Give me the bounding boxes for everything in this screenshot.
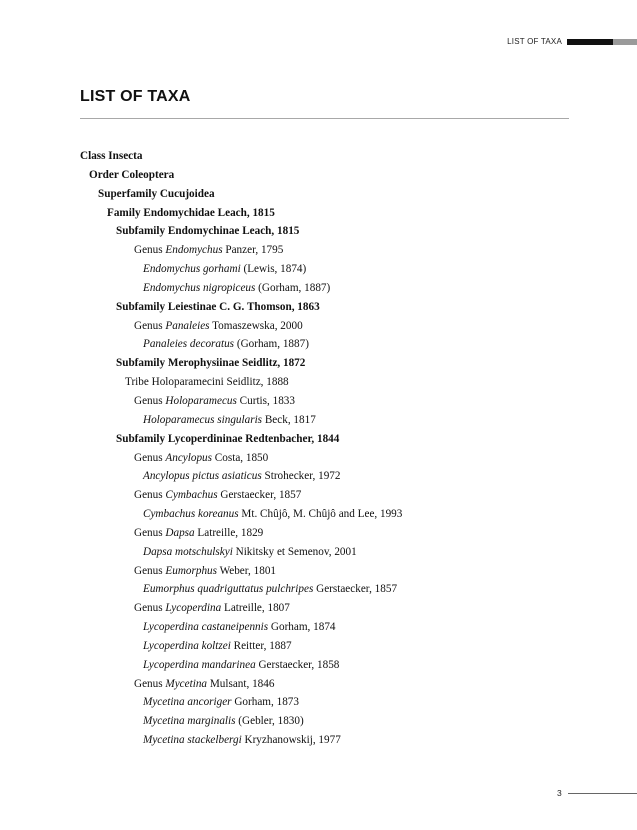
taxon-genus: Genus Mycetina Mulsant, 1846	[134, 677, 275, 690]
taxon-genus: Genus Cymbachus Gerstaecker, 1857	[134, 489, 302, 502]
page-footer	[0, 788, 637, 800]
taxon-subfamily: Subfamily Endomychinae Leach, 1815	[116, 225, 300, 238]
taxa-list	[80, 147, 402, 750]
genus-name: Holoparamecus	[165, 394, 237, 407]
taxon-species: Mycetina marginalis (Gebler, 1830)	[143, 715, 304, 728]
title-divider	[80, 118, 569, 119]
species-name: Endomychus gorhami	[143, 263, 241, 276]
taxon-species: Lycoperdina mandarinea Gerstaecker, 1858	[143, 658, 340, 671]
taxon-species: Ancylopus pictus asiaticus Strohecker, 1972	[143, 470, 341, 483]
genus-name: Endomychus	[165, 244, 223, 257]
taxon-species: Dapsa motschulskyi Nikitsky et Semenov, 2001	[143, 545, 357, 558]
taxon-order: Order Coleoptera	[89, 168, 175, 181]
footer-rule	[568, 793, 637, 794]
species-name: Mycetina marginalis	[143, 715, 236, 728]
header-bar-dark	[567, 39, 613, 45]
taxon-genus: Genus Holoparamecus Curtis, 1833	[134, 394, 295, 407]
species-name: Mycetina stackelbergi	[143, 734, 242, 747]
taxon-tribe: Tribe Holoparamecini Seidlitz, 1888	[125, 376, 289, 389]
taxon-subfamily: Subfamily Merophysiinae Seidlitz, 1872	[116, 357, 306, 370]
taxon-superfamily: Superfamily Cucujoidea	[98, 187, 215, 200]
species-name: Lycoperdina koltzei	[143, 639, 231, 652]
running-header	[0, 37, 637, 49]
taxon-class: Class Insecta	[80, 150, 143, 162]
running-header-title: LIST OF TAXA	[507, 37, 562, 46]
species-name: Dapsa motschulskyi	[143, 545, 233, 558]
header-bar-grey	[613, 39, 637, 45]
species-name: Lycoperdina castaneipennis	[143, 621, 269, 634]
species-name: Lycoperdina mandarinea	[143, 658, 256, 671]
taxon-species: Lycoperdina koltzei Reitter, 1887	[143, 639, 292, 652]
taxon-species: Panaleies decoratus (Gorham, 1887)	[143, 338, 309, 351]
genus-name: Ancylopus	[165, 451, 212, 464]
species-name: Mycetina ancoriger	[143, 696, 232, 709]
genus-name: Cymbachus	[165, 489, 218, 502]
taxon-subfamily: Subfamily Lycoperdininae Redtenbacher, 1844	[116, 432, 340, 445]
taxon-genus: Genus Lycoperdina Latreille, 1807	[134, 602, 290, 615]
taxon-species: Endomychus nigropiceus (Gorham, 1887)	[143, 281, 331, 294]
genus-name: Panaleies	[165, 319, 210, 332]
page-number: 3	[557, 788, 562, 798]
taxon-species: Mycetina ancoriger Gorham, 1873	[143, 696, 299, 709]
genus-name: Lycoperdina	[165, 602, 222, 615]
taxon-species: Mycetina stackelbergi Kryzhanowskij, 1977	[143, 734, 341, 747]
species-name: Panaleies decoratus	[143, 338, 235, 351]
taxon-genus: Genus Dapsa Latreille, 1829	[134, 526, 264, 539]
species-name: Holoparamecus singularis	[143, 413, 263, 426]
taxon-species: Endomychus gorhami (Lewis, 1874)	[143, 263, 307, 276]
taxon-genus: Genus Eumorphus Weber, 1801	[134, 564, 277, 577]
genus-name: Dapsa	[165, 526, 195, 539]
taxon-species: Eumorphus quadriguttatus pulchripes Gerstaecker, 1857	[143, 583, 398, 596]
species-name: Eumorphus quadriguttatus pulchripes	[143, 583, 314, 596]
species-name: Ancylopus pictus asiaticus	[143, 470, 262, 483]
species-name: Cymbachus koreanus	[143, 508, 239, 521]
taxon-species: Cymbachus koreanus Mt. Chûjô, M. Chûjô and Lee, 1993	[143, 508, 403, 521]
taxon-subfamily: Subfamily Leiestinae C. G. Thomson, 1863	[116, 300, 320, 313]
page-title: LIST OF TAXA	[80, 88, 191, 105]
taxon-genus: Genus Ancylopus Costa, 1850	[134, 451, 269, 464]
genus-name: Mycetina	[165, 677, 208, 690]
taxon-species: Holoparamecus singularis Beck, 1817	[143, 413, 316, 426]
taxon-genus: Genus Panaleies Tomaszewska, 2000	[134, 319, 303, 332]
taxon-genus: Genus Endomychus Panzer, 1795	[134, 244, 284, 257]
genus-name: Eumorphus	[165, 564, 217, 577]
species-name: Endomychus nigropiceus	[143, 281, 256, 294]
taxon-family: Family Endomychidae Leach, 1815	[107, 206, 275, 219]
taxon-species: Lycoperdina castaneipennis Gorham, 1874	[143, 621, 336, 634]
